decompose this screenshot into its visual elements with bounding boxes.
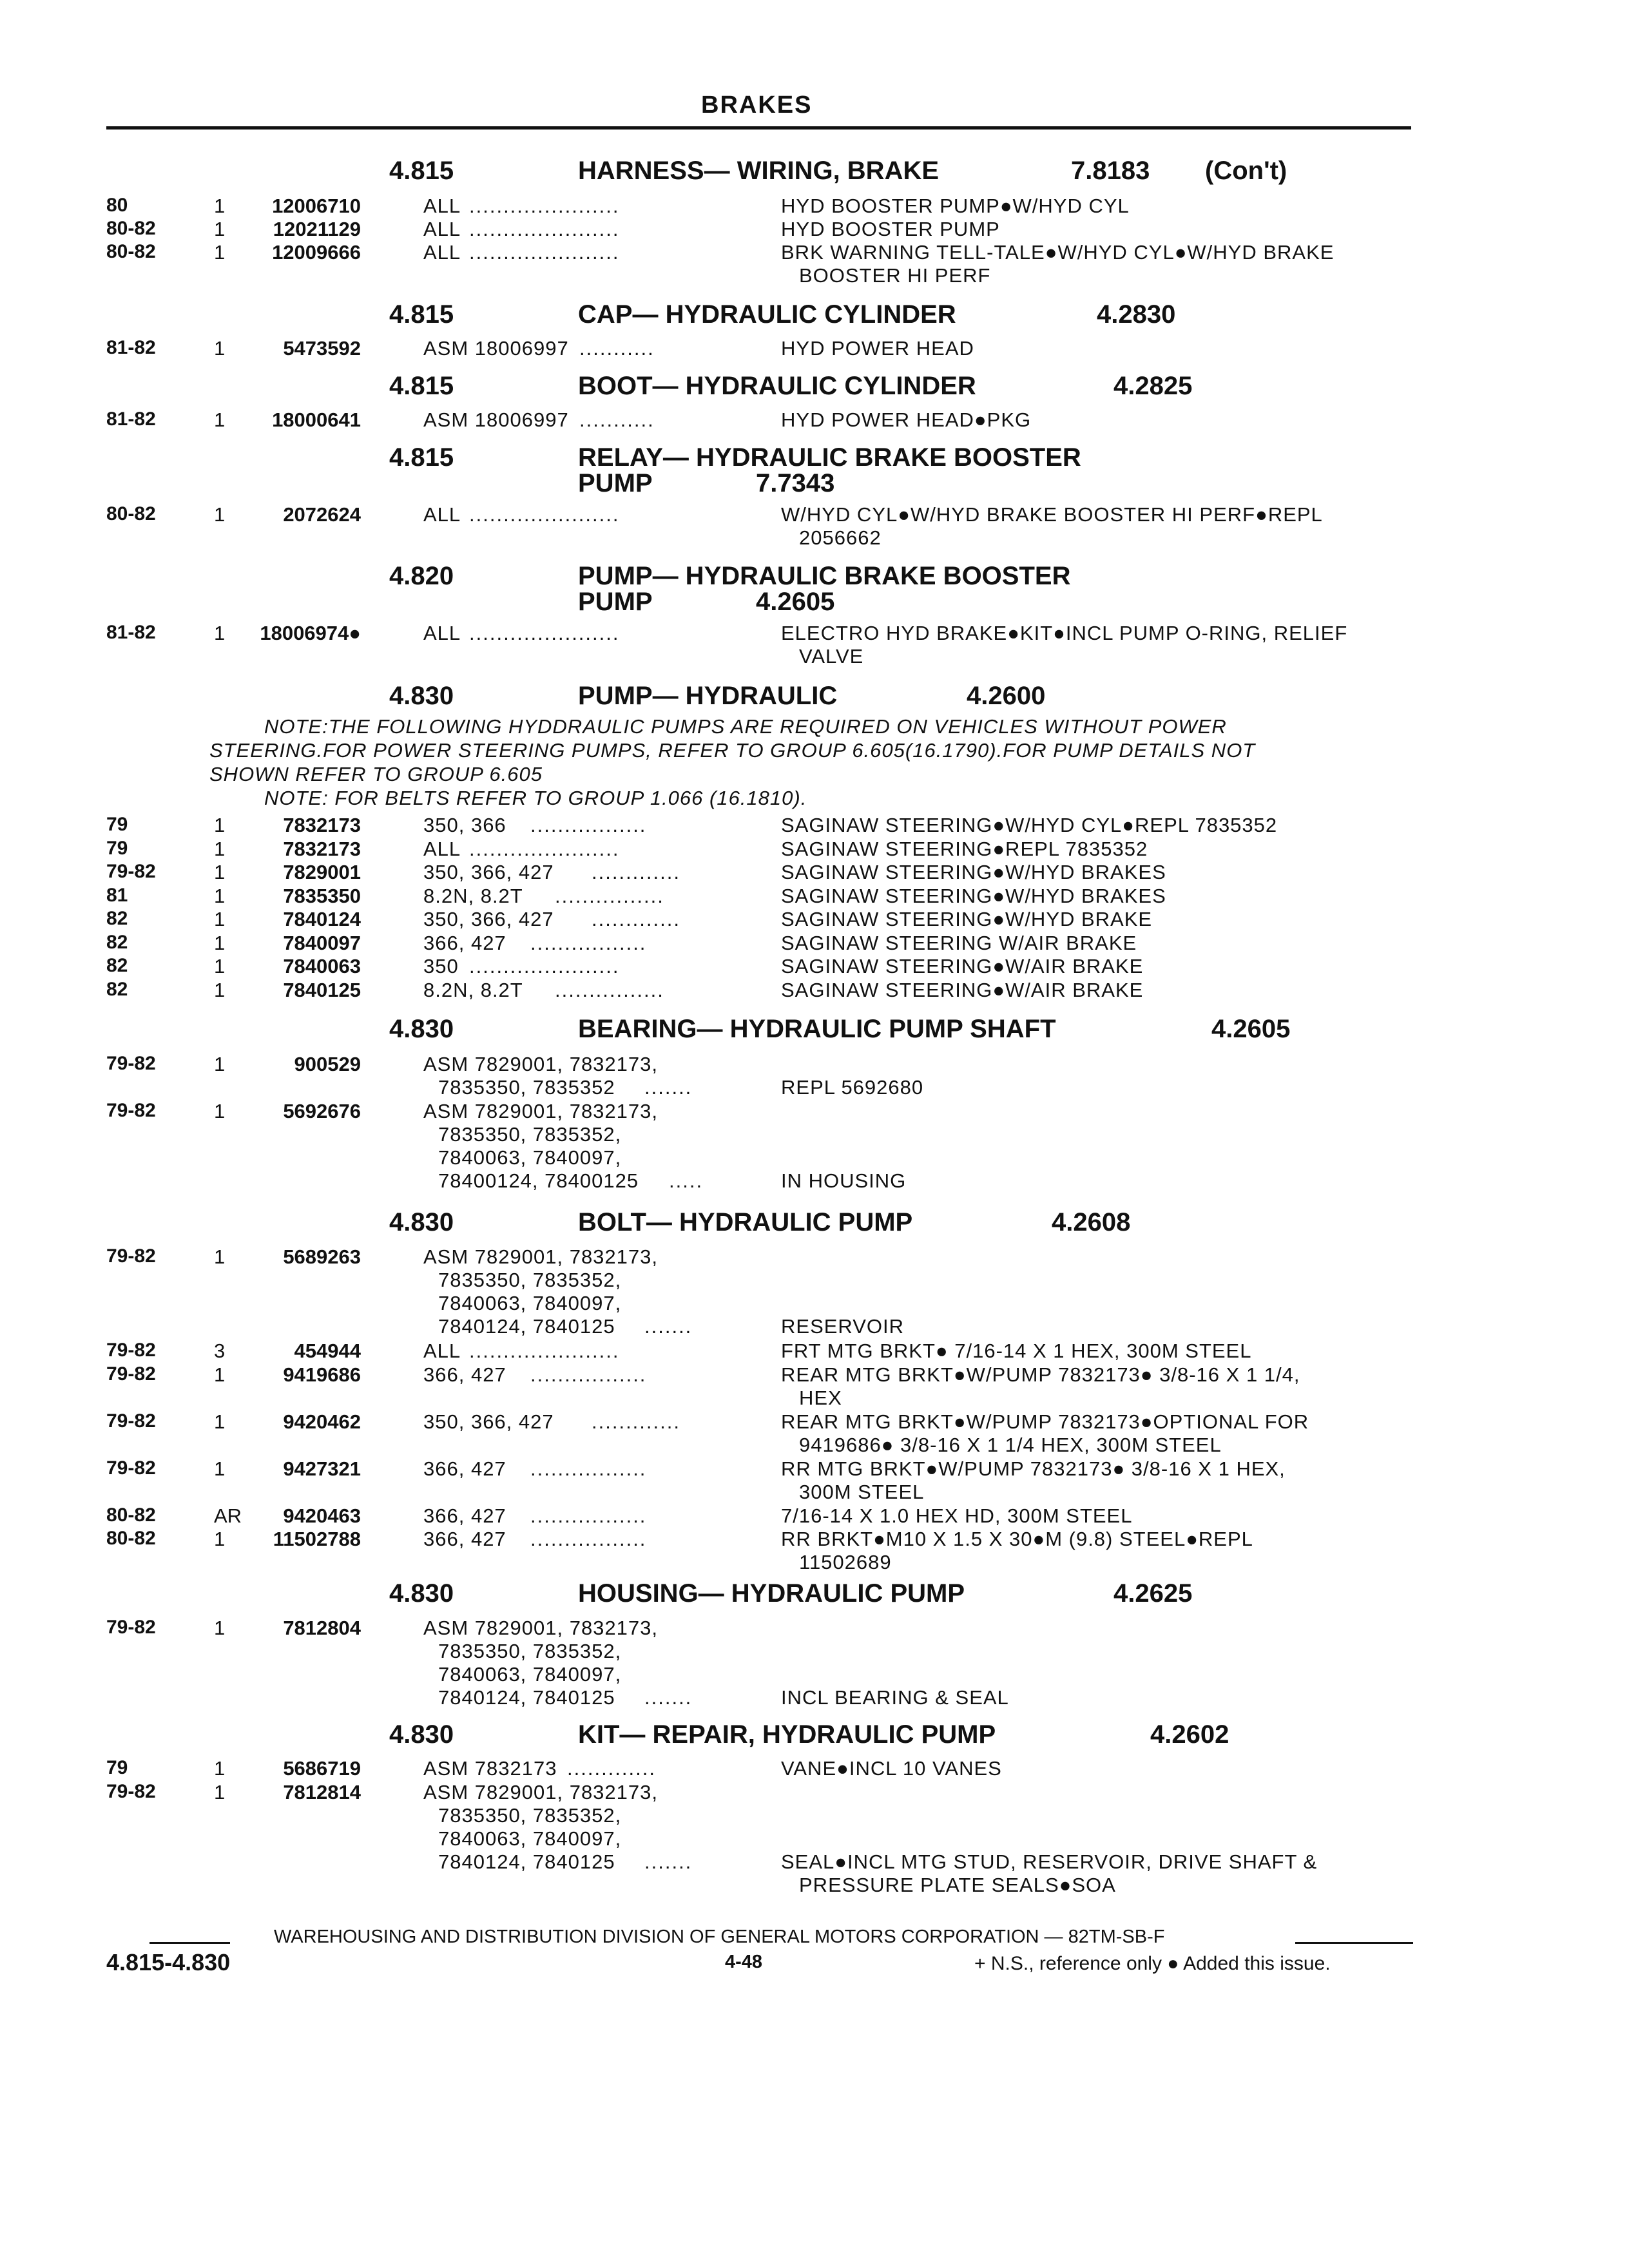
model-year: 82 [106,979,128,1000]
application: 8.2N, 8.2T [423,979,523,1001]
leader-dots: ...................... [469,241,620,264]
section-note: SHOWN REFER TO GROUP 6.605 [209,763,543,785]
description-line2: 300M STEEL [799,1481,925,1503]
part-number: 18006974● [260,622,361,644]
model-year: 81-82 [106,408,156,430]
table-row [0,861,1629,884]
description-line2: HEX [799,1387,842,1409]
quantity: 1 [214,1457,226,1480]
description: FRT MTG BRKT● 7/16-14 X 1 HEX, 300M STEEL [781,1340,1252,1362]
application: ASM 7829001, 7832173, [423,1245,658,1268]
leader-dots: ...................... [469,195,620,217]
description: SAGINAW STEERING●W/AIR BRAKE [781,955,1144,977]
description: 7/16-14 X 1.0 HEX HD, 300M STEEL [781,1504,1133,1527]
table-row [0,979,1629,1002]
leader-dots: ...................... [469,218,620,240]
section-code: 4.830 [389,1015,454,1043]
leader-dots: ................. [530,1457,647,1480]
description: REPL 5692680 [781,1076,924,1099]
application: ASM 18006997 [423,408,569,431]
section-title-line2: PUMP [578,588,653,616]
table-row [0,337,1629,360]
description: RESERVOIR [781,1315,905,1338]
application: ASM 18006997 [423,337,569,360]
model-year: 79-82 [106,1617,156,1638]
application-line: 7835350, 7835352, [438,1123,622,1146]
part-number: 7840063 [283,955,361,977]
quantity: 1 [214,1245,226,1268]
section-ref: 4.2600 [967,682,1046,710]
description: IN HOUSING [781,1169,907,1192]
application: ALL [423,1340,461,1362]
table-row [0,1340,1629,1363]
leader-dots: ............. [567,1757,656,1780]
section-note: NOTE: FOR BELTS REFER TO GROUP 1.066 (16.1810). [264,787,807,809]
model-year: 80-82 [106,241,156,262]
model-year: 79-82 [106,1053,156,1074]
description: SAGINAW STEERING●REPL 7835352 [781,838,1148,860]
table-row [0,1781,1629,1896]
application-line: 7840124, 7840125 [438,1850,615,1873]
section-code: 4.815 [389,300,454,329]
application-line: 7840063, 7840097, [438,1827,622,1850]
part-number: 5689263 [283,1245,361,1268]
part-number: 5692676 [283,1100,361,1122]
leader-dots: ...................... [469,838,620,860]
application: ASM 7829001, 7832173, [423,1053,658,1075]
table-row [0,1457,1629,1503]
quantity: 1 [214,408,226,431]
application: ALL [423,241,461,264]
table-row [0,955,1629,978]
description: RR BRKT●M10 X 1.5 X 30●M (9.8) STEEL●REPL [781,1528,1253,1550]
description-line2: PRESSURE PLATE SEALS●SOA [799,1874,1116,1896]
description: SEAL●INCL MTG STUD, RESERVOIR, DRIVE SHAFT & [781,1850,1318,1873]
quantity: 1 [214,814,226,836]
part-number: 9427321 [283,1457,361,1480]
description: ELECTRO HYD BRAKE●KIT●INCL PUMP O-RING, RELIEF [781,622,1348,644]
description: BRK WARNING TELL-TALE●W/HYD CYL●W/HYD BRAKE [781,241,1335,264]
section-ref: 4.2605 [1211,1015,1291,1043]
leader-dots: ................. [530,1504,647,1527]
part-number: 5686719 [283,1757,361,1780]
section-note: STEERING.FOR POWER STEERING PUMPS, REFER TO GROUP 6.605(16.1790).FOR PUMP DETAILS NOT [209,739,1256,762]
application-line: 7840063, 7840097, [438,1146,622,1169]
table-row [0,241,1629,287]
leader-dots: ............. [592,1410,680,1433]
part-number: 7812804 [283,1617,361,1639]
part-number: 454944 [294,1340,361,1362]
quantity: 1 [214,1781,226,1803]
application-line: 7840124, 7840125 [438,1686,615,1709]
quantity: 1 [214,979,226,1001]
table-row [0,622,1629,668]
section-ref: 4.2830 [1097,300,1176,329]
part-number: 18000641 [272,408,361,431]
model-year: 79-82 [106,1781,156,1802]
section-heading [0,443,1629,497]
part-number: 9420463 [283,1504,361,1527]
leader-dots: ................ [555,979,664,1001]
leader-dots: ................. [530,814,647,836]
model-year: 79-82 [106,1340,156,1361]
description: HYD POWER HEAD●PKG [781,408,1032,431]
quantity: 3 [214,1340,226,1362]
description-line2: 2056662 [799,526,882,549]
section-heading [0,562,1629,616]
section-heading [0,300,1629,329]
table-row [0,908,1629,931]
application-line: 7835350, 7835352, [438,1269,622,1291]
part-number: 7832173 [283,838,361,860]
part-number: 7812814 [283,1781,361,1803]
description-line2: 9419686● 3/8-16 X 1 1/4 HEX, 300M STEEL [799,1434,1222,1456]
section-code: 4.815 [389,443,454,472]
application-line: 7840124, 7840125 [438,1315,615,1338]
table-row [0,218,1629,241]
model-year: 79 [106,1757,128,1778]
footer-rule-left [149,1942,230,1944]
footer-legend: + N.S., reference only ● Added this issue. [974,1953,1331,1974]
section-title: HARNESS— WIRING, BRAKE [578,157,940,185]
section-title-line2: PUMP [578,469,653,497]
section-code: 4.820 [389,562,454,590]
quantity: 1 [214,337,226,360]
model-year: 81-82 [106,337,156,358]
quantity: 1 [214,1528,226,1550]
description: REAR MTG BRKT●W/PUMP 7832173● 3/8-16 X 1 1/4, [781,1363,1300,1386]
section-title: BEARING— HYDRAULIC PUMP SHAFT [578,1015,1056,1043]
description-line2: VALVE [799,645,864,668]
quantity: 1 [214,241,226,264]
leader-dots: ...................... [469,622,620,644]
table-row [0,195,1629,218]
quantity: 1 [214,622,226,644]
section-heading [0,1579,1629,1608]
description-line2: 11502689 [799,1551,892,1573]
quantity: AR [214,1504,242,1527]
section-heading [0,1720,1629,1749]
leader-dots: ....... [644,1076,693,1099]
section-heading [0,1015,1629,1043]
model-year: 80-82 [106,1504,156,1526]
table-row [0,1757,1629,1780]
description: SAGINAW STEERING●W/AIR BRAKE [781,979,1144,1001]
table-row [0,503,1629,549]
section-title: PUMP— HYDRAULIC [578,682,838,710]
description-line2: BOOSTER HI PERF [799,264,991,287]
model-year: 80 [106,195,128,216]
leader-dots: ................. [530,932,647,954]
application-line: 7835350, 7835352, [438,1804,622,1827]
table-row [0,932,1629,955]
part-number: 9419686 [283,1363,361,1386]
quantity: 1 [214,1410,226,1433]
quantity: 1 [214,861,226,883]
quantity: 1 [214,1053,226,1075]
part-number: 9420462 [283,1410,361,1433]
application: ASM 7829001, 7832173, [423,1617,658,1639]
application: 366, 427 [423,1457,506,1480]
model-year: 82 [106,955,128,976]
leader-dots: ..... [669,1169,704,1192]
section-code: 4.815 [389,157,454,185]
model-year: 81 [106,885,128,906]
part-number: 7835350 [283,885,361,907]
section-title: PUMP— HYDRAULIC BRAKE BOOSTER [578,562,1071,590]
application-line: 7835350, 7835352, [438,1640,622,1662]
description: SAGINAW STEERING●W/HYD CYL●REPL 7835352 [781,814,1278,836]
section-heading [0,682,1629,710]
application: 366, 427 [423,1363,506,1386]
part-number: 12021129 [273,218,361,240]
part-number: 900529 [294,1053,361,1075]
model-year: 81-82 [106,622,156,643]
section-title: BOLT— HYDRAULIC PUMP [578,1208,913,1236]
application: ASM 7829001, 7832173, [423,1781,658,1803]
description: HYD BOOSTER PUMP [781,218,1000,240]
description: SAGINAW STEERING●W/HYD BRAKES [781,885,1166,907]
description: SAGINAW STEERING●W/HYD BRAKE [781,908,1153,930]
application-line: 7840063, 7840097, [438,1663,622,1686]
description: INCL BEARING & SEAL [781,1686,1009,1709]
table-row [0,1617,1629,1709]
section-title: KIT— REPAIR, HYDRAULIC PUMP [578,1720,996,1749]
leader-dots: ....... [644,1315,693,1338]
section-title: CAP— HYDRAULIC CYLINDER [578,300,956,329]
application: 350, 366, 427 [423,1410,554,1433]
part-number: 7840125 [283,979,361,1001]
part-number: 7832173 [283,814,361,836]
section-ref: 4.2608 [1052,1208,1131,1236]
description: W/HYD CYL●W/HYD BRAKE BOOSTER HI PERF●REPL [781,503,1323,526]
application: ALL [423,503,461,526]
table-row [0,1053,1629,1099]
section-heading [0,372,1629,400]
model-year: 80-82 [106,503,156,524]
section-code: 4.815 [389,372,454,400]
footer-division: WAREHOUSING AND DISTRIBUTION DIVISION OF GENERAL MOTORS CORPORATION — 82TM-SB-F [274,1927,1165,1947]
application: ALL [423,218,461,240]
model-year: 79-82 [106,861,156,882]
leader-dots: ............. [592,861,680,883]
table-row [0,1245,1629,1338]
application: 366, 427 [423,1528,506,1550]
section-heading [0,157,1629,185]
leader-dots: ...................... [469,503,620,526]
table-row [0,1100,1629,1192]
application: 366, 427 [423,1504,506,1527]
model-year: 80-82 [106,218,156,239]
quantity: 1 [214,218,226,240]
part-number: 11502788 [273,1528,361,1550]
page-header: BRAKES [701,91,813,119]
application: ASM 7832173 [423,1757,557,1780]
model-year: 79-82 [106,1410,156,1432]
description: REAR MTG BRKT●W/PUMP 7832173●OPTIONAL FOR [781,1410,1309,1433]
part-number: 12009666 [272,241,361,264]
quantity: 1 [214,838,226,860]
quantity: 1 [214,885,226,907]
model-year: 80-82 [106,1528,156,1549]
quantity: 1 [214,503,226,526]
section-ref: 4.2825 [1113,372,1193,400]
application-line: 7840063, 7840097, [438,1292,622,1314]
part-number: 12006710 [272,195,361,217]
leader-dots: ................. [530,1528,647,1550]
model-year: 79-82 [106,1457,156,1479]
application: ASM 7829001, 7832173, [423,1100,658,1122]
part-number: 7829001 [283,861,361,883]
leader-dots: ................. [530,1363,647,1386]
section-code: 4.830 [389,1208,454,1236]
section-note: NOTE:THE FOLLOWING HYDDRAULIC PUMPS ARE REQUIRED ON VEHICLES WITHOUT POWER [264,715,1227,738]
application: 366, 427 [423,932,506,954]
footer-rule-right [1295,1942,1413,1944]
table-row [0,838,1629,861]
section-heading [0,1208,1629,1236]
description: HYD POWER HEAD [781,337,974,360]
model-year: 82 [106,932,128,953]
footer-range: 4.815-4.830 [106,1949,231,1975]
section-ref: 7.7343 [756,469,835,497]
section-code: 4.830 [389,1579,454,1608]
application: ALL [423,622,461,644]
table-row [0,885,1629,908]
quantity: 1 [214,908,226,930]
application: 8.2N, 8.2T [423,885,523,907]
leader-dots: ............. [592,908,680,930]
table-row [0,1363,1629,1409]
quantity: 1 [214,1617,226,1639]
application: 350 [423,955,459,977]
leader-dots: ........... [579,337,655,360]
table-row [0,1410,1629,1456]
quantity: 1 [214,955,226,977]
section-continued: (Con't) [1205,157,1287,185]
model-year: 79-82 [106,1100,156,1121]
description: VANE●INCL 10 VANES [781,1757,1002,1780]
table-row [0,1528,1629,1573]
application: ALL [423,195,461,217]
model-year: 79 [106,814,128,835]
quantity: 1 [214,1757,226,1780]
table-row [0,408,1629,432]
application-line: 78400124, 78400125 [438,1169,639,1192]
section-code: 4.830 [389,1720,454,1749]
leader-dots: ...................... [469,1340,620,1362]
application: 350, 366 [423,814,506,836]
leader-dots: ....... [644,1850,693,1873]
section-title: RELAY— HYDRAULIC BRAKE BOOSTER [578,443,1081,472]
model-year: 79 [106,838,128,859]
section-ref: 4.2625 [1113,1579,1193,1608]
quantity: 1 [214,195,226,217]
description: SAGINAW STEERING●W/HYD BRAKES [781,861,1166,883]
leader-dots: ................ [555,885,664,907]
leader-dots: ........... [579,408,655,431]
section-title: HOUSING— HYDRAULIC PUMP [578,1579,965,1608]
section-ref: 4.2602 [1150,1720,1229,1749]
section-code: 4.830 [389,682,454,710]
table-row [0,1504,1629,1528]
description: SAGINAW STEERING W/AIR BRAKE [781,932,1137,954]
application: 350, 366, 427 [423,908,554,930]
footer-page: 4-48 [725,1952,763,1972]
model-year: 79-82 [106,1245,156,1267]
application-line: 7835350, 7835352 [438,1076,615,1099]
part-number: 2072624 [283,503,361,526]
quantity: 1 [214,1100,226,1122]
part-number: 7840097 [283,932,361,954]
description: HYD BOOSTER PUMP●W/HYD CYL [781,195,1130,217]
table-row [0,814,1629,837]
model-year: 82 [106,908,128,929]
section-ref: 4.2605 [756,588,835,616]
section-title: BOOT— HYDRAULIC CYLINDER [578,372,976,400]
header-rule [106,126,1411,130]
quantity: 1 [214,1363,226,1386]
application: 350, 366, 427 [423,861,554,883]
description: RR MTG BRKT●W/PUMP 7832173● 3/8-16 X 1 HEX, [781,1457,1286,1480]
section-ref: 7.8183 [1071,157,1150,185]
model-year: 79-82 [106,1363,156,1385]
part-number: 5473592 [283,337,361,360]
quantity: 1 [214,932,226,954]
part-number: 7840124 [283,908,361,930]
leader-dots: ....... [644,1686,693,1709]
leader-dots: ...................... [469,955,620,977]
application: ALL [423,838,461,860]
